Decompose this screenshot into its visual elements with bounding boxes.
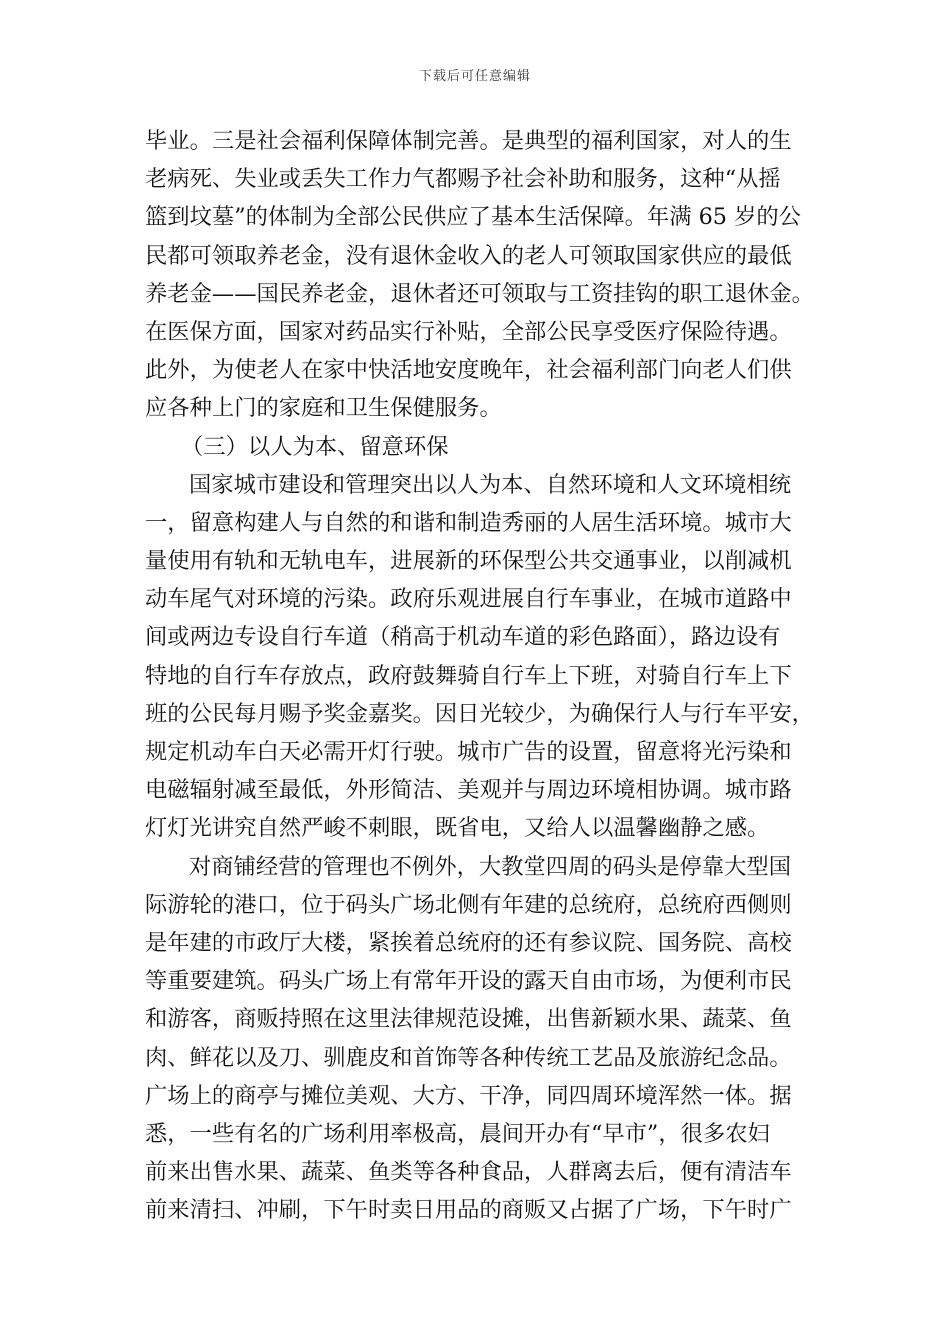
text-line: 一，留意构建人与自然的和谐和制造秀丽的人居生活环境。城市大	[145, 509, 792, 536]
text-line: 应各种上门的家庭和卫生保健服务。	[145, 395, 502, 422]
text-line: 电磁辐射减至最低，外形简洁、美观并与周边环境相协调。城市路	[145, 777, 792, 804]
text-line: 老病死、失业或丢失工作力气都赐予社会补助和服务，这种“从摇	[145, 166, 781, 193]
text-line: 间或两边专设自行车道（稍高于机动车道的彩色路面），路边设有	[145, 624, 781, 651]
text-line: 规定机动车白天必需开灯行驶。城市广告的设置，留意将光污染和	[145, 739, 792, 765]
text-line: 毕业。三是社会福利保障体制完善。是典型的福利国家，对人的生	[145, 128, 792, 154]
paragraph-welfare	[145, 122, 814, 428]
text-line: 对商铺经营的管理也不例外，大教堂四周的码头是停靠大型国	[189, 853, 792, 880]
text-line: 前来出售水果、蔬菜、鱼类等各种食品，人群离去后，便有清洁车	[145, 1159, 792, 1186]
text-line: 养老金——国民养老金，退休者还可领取与工资挂钩的职工退休金。	[145, 280, 814, 307]
section-heading-text: （三）以人为本、留意环保	[181, 433, 449, 460]
paragraph-environment	[145, 466, 814, 848]
text-line: 在医保方面，国家对药品实行补贴，全部公民享受医疗保险待遇。	[145, 318, 792, 345]
text-line: 国家城市建设和管理突出以人为本、自然环境和人文环境相统	[189, 471, 792, 498]
text-line: 际游轮的港口，位于码头广场北侧有年建的总统府，总统府西侧则	[145, 891, 792, 918]
text-line: 是年建的市政厅大楼，紧挨着总统府的还有参议院、国务院、高校	[145, 929, 792, 956]
page-header: 下载后可任意编辑	[418, 69, 531, 84]
text-line: 悉，一些有名的广场利用率极高，晨间开办有“早市”，很多农妇	[145, 1120, 770, 1147]
text-line: 班的公民每月赐予奖金嘉奖。因日光较少，为确保行人与行车平安，	[145, 700, 814, 727]
text-line: 篮到坟墓”的体制为全部公民供应了基本生活保障。年满 65 岁的公	[145, 204, 801, 231]
text-line: 肉、鲜花以及刀、驯鹿皮和首饰等各种传统工艺品及旅游纪念品。	[145, 1044, 792, 1071]
text-line: 灯灯光讲究自然严峻不刺眼，既省电，又给人以温馨幽静之感。	[145, 815, 770, 842]
paragraph-commerce	[145, 848, 810, 1230]
text-line: 和游客，商贩持照在这里法律规范设摊，出售新颖水果、蔬菜、鱼	[145, 1006, 792, 1033]
text-line: 广场上的商亭与摊位美观、大方、干净，同四周环境浑然一体。据	[145, 1082, 792, 1109]
text-line: 动车尾气对环境的污染。政府乐观进展自行车事业，在城市道路中	[145, 586, 792, 613]
text-line: 此外，为使老人在家中快活地安度晚年，社会福利部门向老人们供	[145, 357, 792, 384]
section-heading	[145, 428, 810, 466]
text-line: 等重要建筑。码头广场上有常年开设的露天自由市场，为便利市民	[145, 968, 792, 995]
document-body	[145, 122, 814, 1229]
text-line: 民都可领取养老金，没有退休金收入的老人可领取国家供应的最低	[145, 242, 792, 269]
text-line: 量使用有轨和无轨电车，进展新的环保型公共交通事业，以削减机	[145, 548, 792, 575]
text-line: 特地的自行车存放点，政府鼓舞骑自行车上下班，对骑自行车上下	[145, 662, 792, 689]
text-line: 前来清扫、冲刷，下午时卖日用品的商贩又占据了广场，下午时广	[145, 1197, 792, 1224]
